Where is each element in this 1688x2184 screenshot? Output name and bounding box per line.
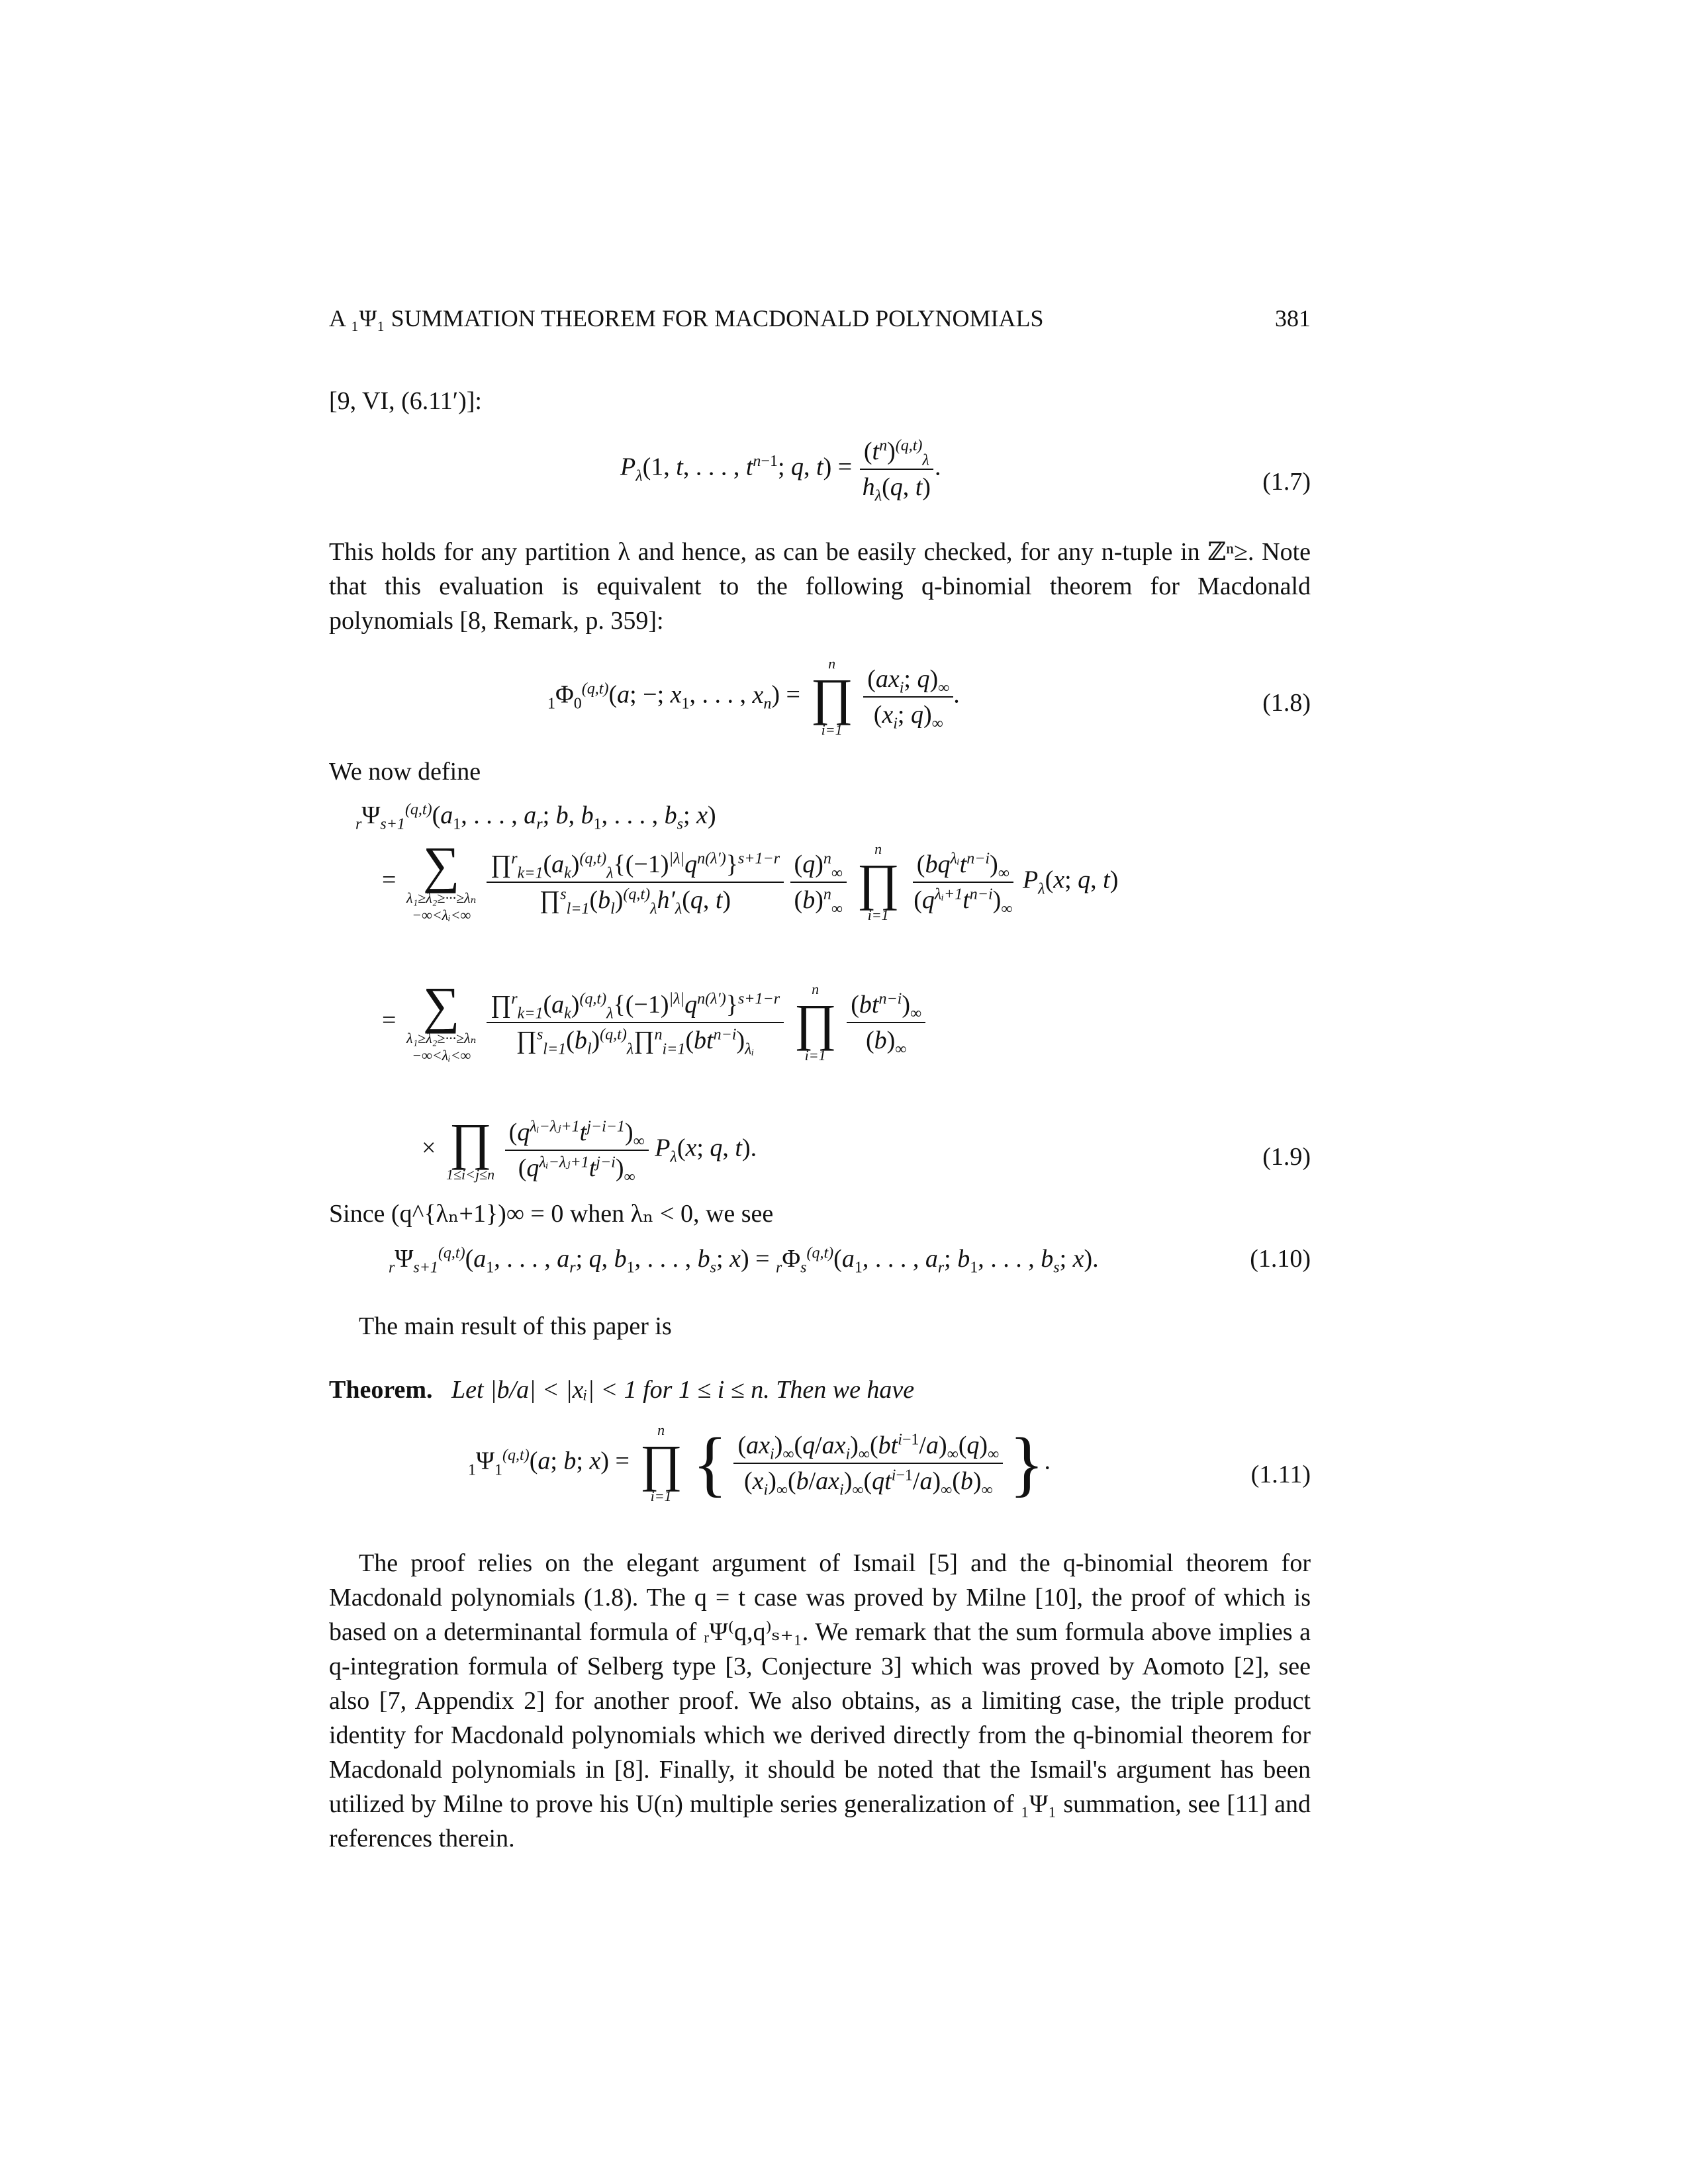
we-now-define: We now define (329, 758, 481, 786)
theorem-label: Theorem. (329, 1376, 433, 1404)
equation-1-9-line4: × ∏ 1≤i<j≤n $\frac{(q^{\lambda ᵢ-\lambda ⱼ+1}t^{j-i-1})_\infty}{(q^{\lambda ᵢ-\lambda ⱼ+1}t^{j-i})_\infty}$ $P_\lambda(x$; q, t). (422, 1113, 757, 1186)
theorem-text: Let |b/a| < |xᵢ| < 1 for 1 ≤ i ≤ n. Then we have (451, 1376, 915, 1404)
paragraph-evaluation: This holds for any partition λ and hence, as can be easily checked, for any n-tuple in ℤⁿ≥. Note that this evaluation is equivalent to the following q-binomial theorem for Macdonald polynomials [8, Remark, p. 359]: (329, 538, 1311, 635)
equation-1-10-body: $_r\Psi_{s+1}^{(q,t)}(a_1$, . . . , $a_r$; q, $b_1$, . . . , $b_s$; $x) = _r\Phi_s^{(q,t)}(a_1$, . . . , $a_r$; $b_1$, . . . , $b_s$; x). (389, 1244, 1099, 1277)
reference-line: [9, VI, (6.11′)]: (329, 387, 482, 415)
equation-number: (1.9) (1262, 1143, 1311, 1171)
header-title: A ₁Ψ₁ SUMMATION THEOREM FOR MACDONALD POLYNOMIALS (329, 305, 1044, 332)
equation-1-7-body: $P_\lambda(1$, t, . . . , $t^{n-1}$; q, t) = $\frac{(t^n)^{(q,t)}_\lambda}{h_\lambda(q, t)}$ . (620, 437, 941, 505)
page-number: 381 (1275, 305, 1311, 332)
main-result-line: The main result of this paper is (359, 1312, 672, 1340)
equation-1-7 (329, 437, 1311, 505)
theorem-statement (329, 1373, 1311, 1407)
equation-number: (1.10) (1250, 1245, 1311, 1273)
equation-1-11-body: $_1\Psi_1^{(q,t)}(a$; b; x) = n ∏ i=1 { $\frac{(ax_i)_\infty(q/ax_i)_\infty(bt^{i-1}/a)_\infty(q)_\infty}{(x_i)_\infty(b/ax_i)_\infty(qt^{i-1}/a)_\infty(b)_\infty}$ }. (468, 1422, 1051, 1504)
equation-number: (1.7) (1262, 468, 1311, 496)
equation-1-9-lhs: $_r\Psi_{s+1}^{(q,t)}(a_1$, . . . , $a_r$; b, $b_1$, . . . , $b_s$; x) (355, 801, 716, 833)
paragraph-proof: The proof relies on the elegant argument of Ismail [5] and the q-binomial theorem for Macdonald polynomials (1.8). The q = t case was proved by Milne [10], the proof of which is based on a determinantal formula of ᵣΨ⁽q,q⁾ₛ₊₁. We remark that the sum formula above implies a q-integration formula of Selberg type [3, Conjecture 3] which was proved by Aomoto [2], see also [7, Appendix 2] for another proof. We also obtains, as a limiting case, the triple product identity for Macdonald polynomials which we derived directly from the q-binomial theorem for Macdonald polynomials in [8]. Finally, it should be noted that the Ismail's argument has been utilized by Milne to prove his U(n) multiple series generalization of ₁Ψ₁ summation, see [11] and references therein. (329, 1549, 1311, 1852)
equation-1-10 (329, 1244, 1311, 1277)
equation-1-8-body: $_1\Phi_0^{(q,t)}(a$; −; $x_1$, . . . , $x_n$) = n ∏ i=1 $\frac{(ax_i; q)_\infty}{(x_i; q)_\infty}$ . (547, 655, 960, 738)
equation-1-11 (329, 1422, 1311, 1504)
equation-1-9-line2: = ∑ λ₁≥λ₂≥···≥λₙ −∞<λᵢ<∞ $\frac{\prod^r_{k=1}(a_k)^{(q,t)}_\lambda\{(-1)^{|\lambda|}q^{n(\lambda')}\}^{s+1-r}}{\prod^s_{l=1}(b_l)^{(q,t)}_\lambda h'_\lambda(q, t)}$ $\frac{(q)^n_\infty}{(b)^n_\infty}$ n ∏ i=1 $\frac{(bq^{\lambda ᵢ}t^{n-i})_\infty}{(q^{\lambda ᵢ+1}t^{n-i})_\infty}$ $P_\lambda(x$; q, t) (382, 836, 1119, 923)
equation-number: (1.8) (1262, 689, 1311, 717)
since-line: Since (q^{λₙ+1})∞ = 0 when λₙ < 0, we see (329, 1200, 774, 1228)
equation-number: (1.11) (1250, 1461, 1311, 1488)
equation-1-9 (329, 801, 1311, 1186)
equation-1-9-line3: = ∑ λ₁≥λ₂≥···≥λₙ −∞<λᵢ<∞ $\frac{\prod^r_{k=1}(a_k)^{(q,t)}_\lambda\{(-1)^{|\lambda|}q^{n(\lambda')}\}^{s+1-r}}{\prod^s_{l=1}(b_l)^{(q,t)}_\lambda\prod^n_{i=1}(bt^{n-i})_{\lambda ᵢ}}$ n ∏ i=1 $\frac{(bt^{n-i})_\infty}{(b)_\infty}$ (382, 981, 925, 1064)
equation-1-8 (329, 655, 1311, 738)
running-header (329, 304, 1311, 332)
